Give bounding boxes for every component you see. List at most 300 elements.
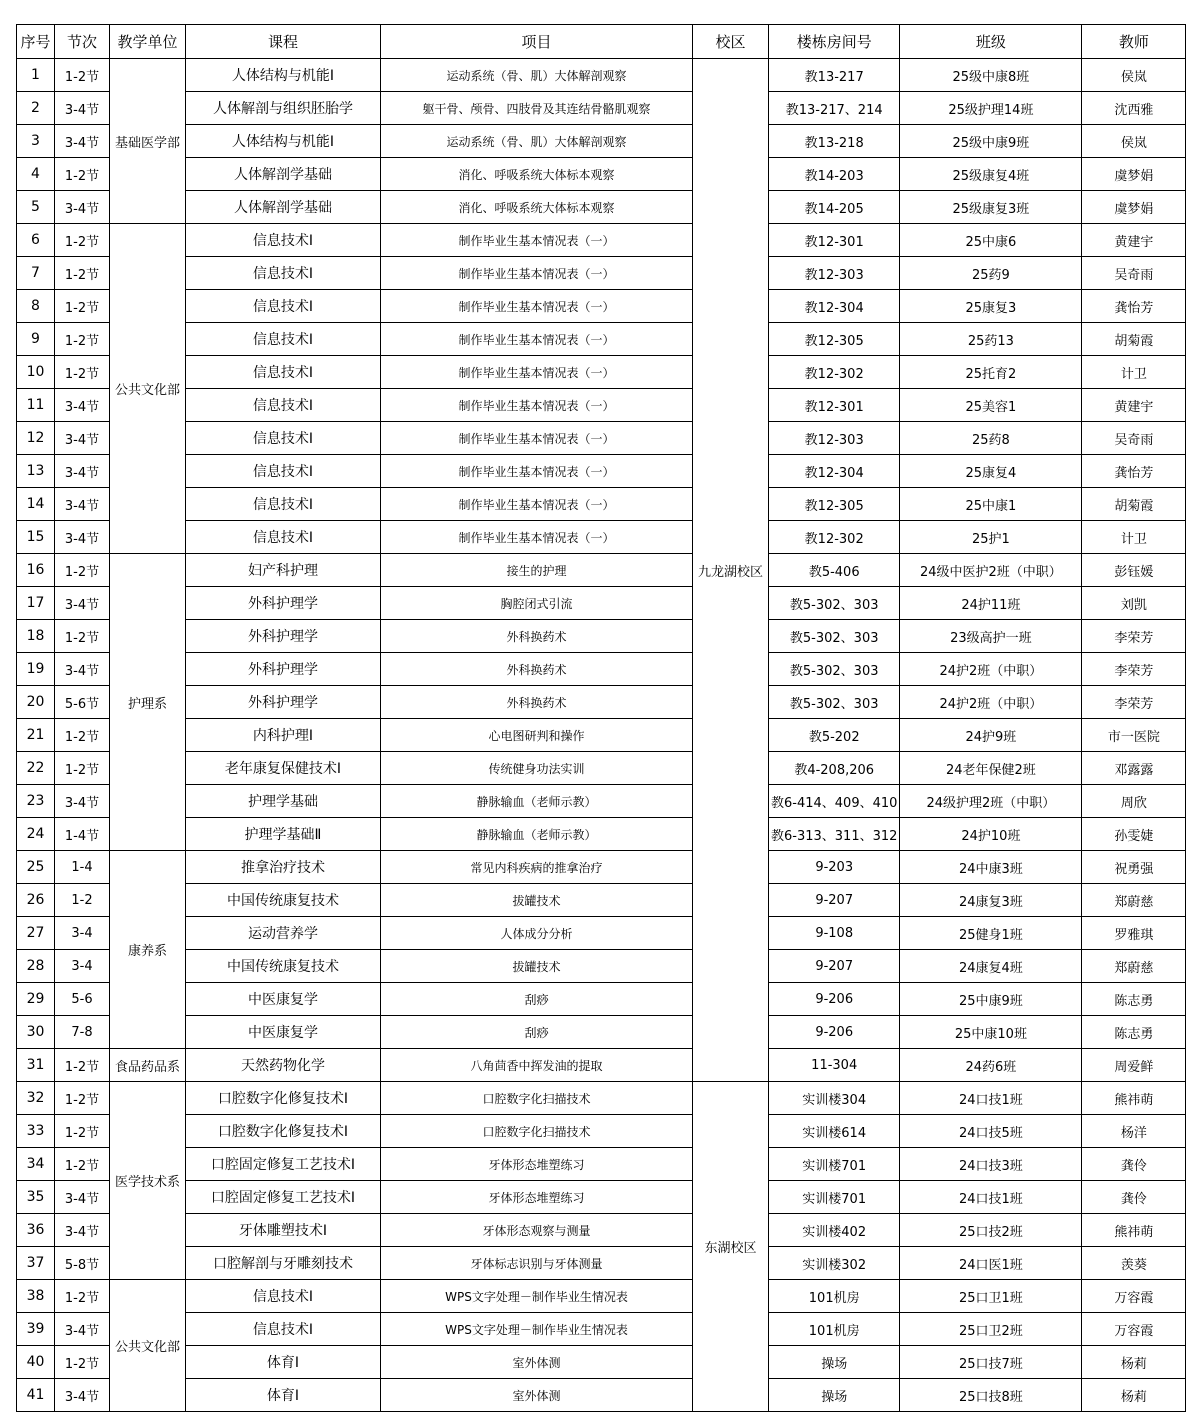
cell-course: 外科护理学	[186, 653, 381, 686]
cell-project: 运动系统（骨、肌）大体解剖观察	[381, 59, 693, 92]
cell-room: 教12-304	[769, 455, 900, 488]
cell-seq: 21	[17, 719, 55, 752]
cell-teacher: 陈志勇	[1082, 983, 1186, 1016]
cell-unit: 公共文化部	[110, 1280, 186, 1412]
cell-unit: 护理系	[110, 554, 186, 851]
cell-project: 牙体形态堆塑练习	[381, 1148, 693, 1181]
cell-seq: 19	[17, 653, 55, 686]
cell-room: 教5-302、303	[769, 686, 900, 719]
cell-course: 体育I	[186, 1379, 381, 1412]
cell-class: 24护2班（中职）	[900, 653, 1082, 686]
cell-period: 3-4节	[55, 587, 110, 620]
cell-teacher: 吴奇雨	[1082, 422, 1186, 455]
cell-project: 外科换药术	[381, 653, 693, 686]
cell-project: 拔罐技术	[381, 950, 693, 983]
cell-room: 教4-208,206	[769, 752, 900, 785]
header-row	[17, 25, 1186, 59]
cell-project: 静脉输血（老师示教）	[381, 785, 693, 818]
cell-teacher: 计卫	[1082, 521, 1186, 554]
table-row	[17, 224, 1186, 257]
cell-period: 3-4节	[55, 653, 110, 686]
cell-project: 制作毕业生基本情况表（一）	[381, 224, 693, 257]
cell-period: 1-2节	[55, 356, 110, 389]
table-row	[17, 785, 1186, 818]
cell-room: 实训楼701	[769, 1181, 900, 1214]
cell-project: 口腔数字化扫描技术	[381, 1115, 693, 1148]
cell-course: 信息技术Ⅰ	[186, 290, 381, 323]
cell-room: 教13-217	[769, 59, 900, 92]
cell-class: 25药13	[900, 323, 1082, 356]
table-row	[17, 752, 1186, 785]
cell-seq: 32	[17, 1082, 55, 1115]
cell-teacher: 罗雅琪	[1082, 917, 1186, 950]
cell-teacher: 刘凯	[1082, 587, 1186, 620]
cell-course: 外科护理学	[186, 686, 381, 719]
header-course: 课程	[186, 25, 381, 59]
cell-room: 教12-303	[769, 257, 900, 290]
cell-project: 制作毕业生基本情况表（一）	[381, 323, 693, 356]
cell-course: 护理学基础	[186, 785, 381, 818]
header-class: 班级	[900, 25, 1082, 59]
cell-period: 1-2节	[55, 1148, 110, 1181]
cell-period: 1-2节	[55, 1082, 110, 1115]
cell-class: 25口技8班	[900, 1379, 1082, 1412]
cell-project: 胸腔闭式引流	[381, 587, 693, 620]
cell-class: 24级护理2班（中职）	[900, 785, 1082, 818]
cell-period: 1-2节	[55, 620, 110, 653]
cell-class: 25级中康9班	[900, 125, 1082, 158]
cell-project: WPS文字处理－制作毕业生情况表	[381, 1313, 693, 1346]
cell-teacher: 龚伶	[1082, 1181, 1186, 1214]
cell-class: 25级康复3班	[900, 191, 1082, 224]
cell-class: 25中康9班	[900, 983, 1082, 1016]
cell-project: 接生的护理	[381, 554, 693, 587]
cell-course: 信息技术Ⅰ	[186, 356, 381, 389]
cell-teacher: 邓露露	[1082, 752, 1186, 785]
cell-period: 5-8节	[55, 1247, 110, 1280]
header-unit: 教学单位	[110, 25, 186, 59]
cell-room: 教12-303	[769, 422, 900, 455]
cell-seq: 29	[17, 983, 55, 1016]
cell-room: 教13-218	[769, 125, 900, 158]
cell-room: 实训楼614	[769, 1115, 900, 1148]
cell-room: 教5-302、303	[769, 587, 900, 620]
cell-room: 教5-202	[769, 719, 900, 752]
cell-room: 教12-304	[769, 290, 900, 323]
cell-period: 1-2节	[55, 158, 110, 191]
table-row	[17, 620, 1186, 653]
cell-room: 9-206	[769, 1016, 900, 1049]
header-teacher: 教师	[1082, 25, 1186, 59]
cell-unit: 医学技术系	[110, 1082, 186, 1280]
cell-project: 外科换药术	[381, 686, 693, 719]
cell-seq: 22	[17, 752, 55, 785]
cell-project: 制作毕业生基本情况表（一）	[381, 290, 693, 323]
cell-course: 推拿治疗技术	[186, 851, 381, 884]
cell-room: 教14-203	[769, 158, 900, 191]
cell-seq: 4	[17, 158, 55, 191]
cell-seq: 12	[17, 422, 55, 455]
cell-period: 1-2节	[55, 752, 110, 785]
cell-course: 中国传统康复技术	[186, 950, 381, 983]
cell-teacher: 周欣	[1082, 785, 1186, 818]
cell-seq: 9	[17, 323, 55, 356]
table-row	[17, 851, 1186, 884]
cell-project: 制作毕业生基本情况表（一）	[381, 422, 693, 455]
cell-room: 教5-406	[769, 554, 900, 587]
cell-period: 3-4节	[55, 389, 110, 422]
cell-course: 信息技术I	[186, 1313, 381, 1346]
table-row	[17, 59, 1186, 92]
cell-class: 25健身1班	[900, 917, 1082, 950]
table-row	[17, 323, 1186, 356]
cell-unit: 康养系	[110, 851, 186, 1049]
cell-period: 3-4节	[55, 1214, 110, 1247]
cell-class: 25级护理14班	[900, 92, 1082, 125]
cell-campus: 九龙湖校区	[693, 59, 769, 1082]
cell-teacher: 李荣芳	[1082, 686, 1186, 719]
cell-project: 制作毕业生基本情况表（一）	[381, 521, 693, 554]
cell-class: 24口技5班	[900, 1115, 1082, 1148]
cell-project: WPS文字处理－制作毕业生情况表	[381, 1280, 693, 1313]
cell-teacher: 熊祎萌	[1082, 1082, 1186, 1115]
cell-seq: 20	[17, 686, 55, 719]
cell-period: 1-2节	[55, 1049, 110, 1082]
cell-course: 信息技术Ⅰ	[186, 455, 381, 488]
cell-course: 人体结构与机能Ⅰ	[186, 59, 381, 92]
table-row	[17, 1181, 1186, 1214]
cell-room: 教5-302、303	[769, 653, 900, 686]
table-row	[17, 521, 1186, 554]
cell-teacher: 陈志勇	[1082, 1016, 1186, 1049]
cell-room: 教12-302	[769, 356, 900, 389]
cell-room: 9-108	[769, 917, 900, 950]
cell-project: 静脉输血（老师示教）	[381, 818, 693, 851]
cell-course: 内科护理I	[186, 719, 381, 752]
cell-seq: 36	[17, 1214, 55, 1247]
cell-period: 3-4节	[55, 1379, 110, 1412]
table-row	[17, 1247, 1186, 1280]
cell-class: 25口技2班	[900, 1214, 1082, 1247]
cell-seq: 13	[17, 455, 55, 488]
cell-room: 教5-302、303	[769, 620, 900, 653]
cell-room: 教12-302	[769, 521, 900, 554]
cell-course: 外科护理学	[186, 620, 381, 653]
cell-project: 刮痧	[381, 983, 693, 1016]
table-row	[17, 1280, 1186, 1313]
cell-period: 7-8	[55, 1016, 110, 1049]
cell-seq: 5	[17, 191, 55, 224]
cell-teacher: 郑蔚慈	[1082, 884, 1186, 917]
table-row	[17, 587, 1186, 620]
cell-class: 25托育2	[900, 356, 1082, 389]
cell-teacher: 羡葵	[1082, 1247, 1186, 1280]
table-row	[17, 1049, 1186, 1082]
cell-class: 24护10班	[900, 818, 1082, 851]
cell-period: 3-4节	[55, 455, 110, 488]
cell-seq: 23	[17, 785, 55, 818]
table-row	[17, 554, 1186, 587]
table-row	[17, 917, 1186, 950]
table-row	[17, 1082, 1186, 1115]
cell-course: 口腔固定修复工艺技术I	[186, 1181, 381, 1214]
cell-seq: 16	[17, 554, 55, 587]
header-period: 节次	[55, 25, 110, 59]
cell-teacher: 李荣芳	[1082, 653, 1186, 686]
table-row	[17, 356, 1186, 389]
table-row	[17, 1346, 1186, 1379]
cell-project: 口腔数字化扫描技术	[381, 1082, 693, 1115]
cell-project: 刮痧	[381, 1016, 693, 1049]
cell-period: 1-2节	[55, 1346, 110, 1379]
cell-class: 24药6班	[900, 1049, 1082, 1082]
cell-class: 25中康6	[900, 224, 1082, 257]
cell-teacher: 胡菊霞	[1082, 323, 1186, 356]
cell-course: 牙体雕塑技术I	[186, 1214, 381, 1247]
cell-course: 人体解剖学基础	[186, 191, 381, 224]
header-room: 楼栋房间号	[769, 25, 900, 59]
cell-teacher: 黄建宇	[1082, 224, 1186, 257]
cell-class: 24口技1班	[900, 1082, 1082, 1115]
table-row	[17, 422, 1186, 455]
cell-course: 老年康复保健技术I	[186, 752, 381, 785]
cell-period: 5-6节	[55, 686, 110, 719]
cell-class: 25康复3	[900, 290, 1082, 323]
cell-period: 1-2节	[55, 224, 110, 257]
cell-teacher: 市一医院	[1082, 719, 1186, 752]
table-row	[17, 983, 1186, 1016]
cell-course: 信息技术Ⅰ	[186, 521, 381, 554]
cell-class: 24康复3班	[900, 884, 1082, 917]
cell-teacher: 侯岚	[1082, 59, 1186, 92]
cell-course: 中医康复学	[186, 1016, 381, 1049]
cell-project: 制作毕业生基本情况表（一）	[381, 488, 693, 521]
cell-class: 25药8	[900, 422, 1082, 455]
cell-class: 25口卫1班	[900, 1280, 1082, 1313]
cell-teacher: 周爱鲜	[1082, 1049, 1186, 1082]
cell-class: 25级康复4班	[900, 158, 1082, 191]
cell-project: 人体成分分析	[381, 917, 693, 950]
cell-room: 操场	[769, 1346, 900, 1379]
cell-project: 牙体形态观察与测量	[381, 1214, 693, 1247]
cell-course: 人体解剖与组织胚胎学	[186, 92, 381, 125]
cell-period: 3-4节	[55, 1181, 110, 1214]
cell-course: 体育I	[186, 1346, 381, 1379]
cell-class: 25中康1	[900, 488, 1082, 521]
cell-room: 9-207	[769, 884, 900, 917]
cell-project: 牙体标志识别与牙体测量	[381, 1247, 693, 1280]
cell-room: 教14-205	[769, 191, 900, 224]
cell-class: 24康复4班	[900, 950, 1082, 983]
cell-project: 八角茴香中挥发油的提取	[381, 1049, 693, 1082]
cell-unit: 食品药品系	[110, 1049, 186, 1082]
cell-course: 护理学基础Ⅱ	[186, 818, 381, 851]
cell-teacher: 孙雯婕	[1082, 818, 1186, 851]
cell-room: 教6-313、311、312	[769, 818, 900, 851]
cell-period: 3-4节	[55, 92, 110, 125]
cell-class: 25护1	[900, 521, 1082, 554]
cell-seq: 38	[17, 1280, 55, 1313]
header-project: 项目	[381, 25, 693, 59]
cell-room: 操场	[769, 1379, 900, 1412]
cell-period: 3-4节	[55, 488, 110, 521]
cell-class: 25药9	[900, 257, 1082, 290]
cell-course: 人体解剖学基础	[186, 158, 381, 191]
cell-course: 口腔数字化修复技术I	[186, 1082, 381, 1115]
cell-seq: 24	[17, 818, 55, 851]
cell-class: 24老年保健2班	[900, 752, 1082, 785]
table-row	[17, 719, 1186, 752]
table-row	[17, 125, 1186, 158]
cell-class: 25中康10班	[900, 1016, 1082, 1049]
cell-room: 教12-301	[769, 389, 900, 422]
cell-project: 室外体测	[381, 1346, 693, 1379]
cell-seq: 3	[17, 125, 55, 158]
cell-teacher: 沈西雅	[1082, 92, 1186, 125]
header-campus: 校区	[693, 25, 769, 59]
cell-project: 室外体测	[381, 1379, 693, 1412]
cell-class: 24中康3班	[900, 851, 1082, 884]
cell-room: 101机房	[769, 1280, 900, 1313]
cell-teacher: 虞梦娟	[1082, 191, 1186, 224]
table-row	[17, 950, 1186, 983]
cell-period: 3-4节	[55, 125, 110, 158]
cell-seq: 26	[17, 884, 55, 917]
cell-course: 信息技术Ⅰ	[186, 323, 381, 356]
cell-period: 1-2节	[55, 719, 110, 752]
cell-seq: 30	[17, 1016, 55, 1049]
cell-period: 5-6	[55, 983, 110, 1016]
cell-period: 1-2节	[55, 59, 110, 92]
table-row	[17, 290, 1186, 323]
cell-course: 口腔固定修复工艺技术I	[186, 1148, 381, 1181]
cell-period: 3-4	[55, 950, 110, 983]
cell-period: 3-4节	[55, 422, 110, 455]
cell-project: 运动系统（骨、肌）大体解剖观察	[381, 125, 693, 158]
cell-period: 3-4节	[55, 191, 110, 224]
cell-period: 1-2节	[55, 1115, 110, 1148]
table-row	[17, 158, 1186, 191]
cell-course: 外科护理学	[186, 587, 381, 620]
cell-course: 妇产科护理	[186, 554, 381, 587]
cell-seq: 27	[17, 917, 55, 950]
cell-room: 9-207	[769, 950, 900, 983]
cell-seq: 6	[17, 224, 55, 257]
cell-class: 24口技3班	[900, 1148, 1082, 1181]
cell-seq: 18	[17, 620, 55, 653]
cell-period: 1-4节	[55, 818, 110, 851]
cell-teacher: 吴奇雨	[1082, 257, 1186, 290]
cell-room: 教13-217、214	[769, 92, 900, 125]
table-row	[17, 818, 1186, 851]
cell-seq: 41	[17, 1379, 55, 1412]
cell-class: 25美容1	[900, 389, 1082, 422]
cell-course: 人体结构与机能Ⅰ	[186, 125, 381, 158]
cell-project: 外科换药术	[381, 620, 693, 653]
cell-seq: 17	[17, 587, 55, 620]
cell-teacher: 万容霞	[1082, 1280, 1186, 1313]
cell-project: 消化、呼吸系统大体标本观察	[381, 158, 693, 191]
cell-seq: 10	[17, 356, 55, 389]
cell-room: 实训楼302	[769, 1247, 900, 1280]
cell-period: 1-2节	[55, 257, 110, 290]
cell-course: 天然药物化学	[186, 1049, 381, 1082]
cell-project: 拔罐技术	[381, 884, 693, 917]
table-row	[17, 686, 1186, 719]
cell-teacher: 龚伶	[1082, 1148, 1186, 1181]
cell-project: 制作毕业生基本情况表（一）	[381, 257, 693, 290]
cell-seq: 15	[17, 521, 55, 554]
cell-class: 25级中康8班	[900, 59, 1082, 92]
cell-seq: 34	[17, 1148, 55, 1181]
cell-room: 教6-414、409、410	[769, 785, 900, 818]
cell-class: 24护2班（中职）	[900, 686, 1082, 719]
cell-course: 信息技术Ⅰ	[186, 488, 381, 521]
cell-course: 中医康复学	[186, 983, 381, 1016]
cell-seq: 40	[17, 1346, 55, 1379]
cell-period: 1-2节	[55, 554, 110, 587]
cell-room: 9-206	[769, 983, 900, 1016]
cell-teacher: 侯岚	[1082, 125, 1186, 158]
cell-course: 中国传统康复技术	[186, 884, 381, 917]
cell-unit: 公共文化部	[110, 224, 186, 554]
cell-teacher: 虞梦娟	[1082, 158, 1186, 191]
table-row	[17, 884, 1186, 917]
cell-room: 教12-301	[769, 224, 900, 257]
cell-period: 1-2节	[55, 323, 110, 356]
cell-project: 传统健身功法实训	[381, 752, 693, 785]
cell-teacher: 郑蔚慈	[1082, 950, 1186, 983]
cell-class: 23级高护一班	[900, 620, 1082, 653]
cell-period: 1-2节	[55, 1280, 110, 1313]
cell-seq: 1	[17, 59, 55, 92]
cell-seq: 35	[17, 1181, 55, 1214]
cell-seq: 31	[17, 1049, 55, 1082]
table-row	[17, 1016, 1186, 1049]
cell-class: 24护11班	[900, 587, 1082, 620]
cell-seq: 39	[17, 1313, 55, 1346]
cell-course: 信息技术I	[186, 1280, 381, 1313]
cell-room: 101机房	[769, 1313, 900, 1346]
cell-class: 25口技7班	[900, 1346, 1082, 1379]
cell-course: 口腔数字化修复技术I	[186, 1115, 381, 1148]
cell-seq: 37	[17, 1247, 55, 1280]
cell-room: 11-304	[769, 1049, 900, 1082]
cell-period: 1-2节	[55, 290, 110, 323]
cell-teacher: 祝勇强	[1082, 851, 1186, 884]
cell-teacher: 计卫	[1082, 356, 1186, 389]
cell-class: 24口医1班	[900, 1247, 1082, 1280]
table-row	[17, 389, 1186, 422]
cell-course: 信息技术Ⅰ	[186, 224, 381, 257]
table-row	[17, 257, 1186, 290]
cell-project: 制作毕业生基本情况表（一）	[381, 455, 693, 488]
cell-class: 25口卫2班	[900, 1313, 1082, 1346]
cell-period: 1-2	[55, 884, 110, 917]
cell-seq: 2	[17, 92, 55, 125]
table-row	[17, 191, 1186, 224]
table-row	[17, 1379, 1186, 1412]
cell-period: 3-4节	[55, 521, 110, 554]
cell-teacher: 万容霞	[1082, 1313, 1186, 1346]
cell-project: 制作毕业生基本情况表（一）	[381, 356, 693, 389]
cell-project: 躯干骨、颅骨、四肢骨及其连结骨骼肌观察	[381, 92, 693, 125]
cell-period: 3-4	[55, 917, 110, 950]
cell-seq: 14	[17, 488, 55, 521]
cell-period: 3-4节	[55, 1313, 110, 1346]
table-row	[17, 1148, 1186, 1181]
cell-course: 信息技术Ⅰ	[186, 389, 381, 422]
